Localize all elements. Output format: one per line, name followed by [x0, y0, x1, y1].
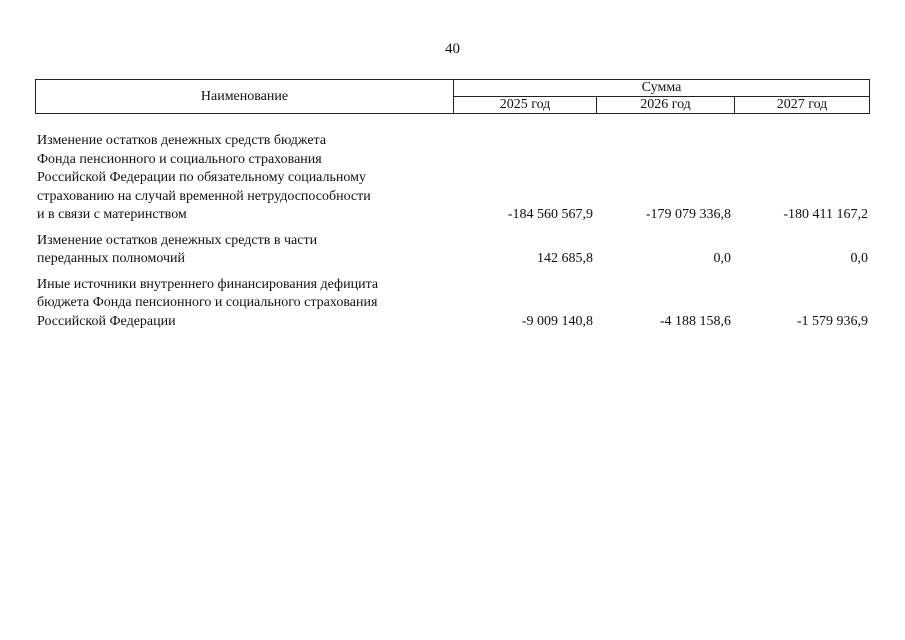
column-header-sum: Сумма: [454, 80, 870, 97]
row-name-line: и в связи с материнством: [37, 207, 187, 222]
table-body: [37, 132, 871, 338]
row-name-line: Изменение остатков денежных средств в части: [37, 232, 318, 248]
row-name: [37, 232, 422, 269]
row-value-2025: 142 685,8: [537, 251, 593, 266]
row-name-line: Изменение остатков денежных средств бюджета: [37, 133, 327, 148]
table-row: [37, 232, 871, 269]
row-value-2025: -9 009 140,8: [521, 313, 593, 329]
table-row: [37, 132, 871, 225]
column-header-year-2027: 2027 год: [735, 97, 870, 114]
row-name: [37, 132, 422, 225]
row-value-2026: 0,0: [713, 251, 731, 266]
row-name-line: Иные источники внутреннего финансирования дефицита: [37, 276, 379, 292]
row-value-2027: -180 411 167,2: [783, 207, 868, 222]
row-name-line: Фонда пенсионного и социального страхования: [37, 151, 322, 167]
row-name-line: Российской Федерации: [37, 313, 176, 329]
column-header-name: Наименование: [36, 80, 454, 114]
page-number: 40: [445, 41, 460, 57]
row-value-2027: -1 579 936,9: [796, 313, 868, 329]
row-value-2026: -4 188 158,6: [659, 313, 731, 329]
column-header-year-2026: 2026 год: [597, 97, 735, 114]
row-value-2027: 0,0: [850, 251, 868, 266]
table-row: [37, 276, 871, 332]
row-value-2026: -179 079 336,8: [645, 207, 731, 222]
row-name-line: бюджета Фонда пенсионного и социального страхования: [37, 295, 378, 310]
row-name-line: страхованию на случай временной нетрудоспособности: [37, 188, 371, 204]
row-name: [37, 276, 422, 332]
column-header-year-2025: 2025 год: [454, 97, 597, 114]
row-name-line: переданных полномочий: [37, 251, 186, 266]
row-name-line: Российской Федерации по обязательному социальному: [37, 170, 366, 185]
table-header: [35, 79, 870, 114]
row-value-2025: -184 560 567,9: [507, 207, 593, 222]
